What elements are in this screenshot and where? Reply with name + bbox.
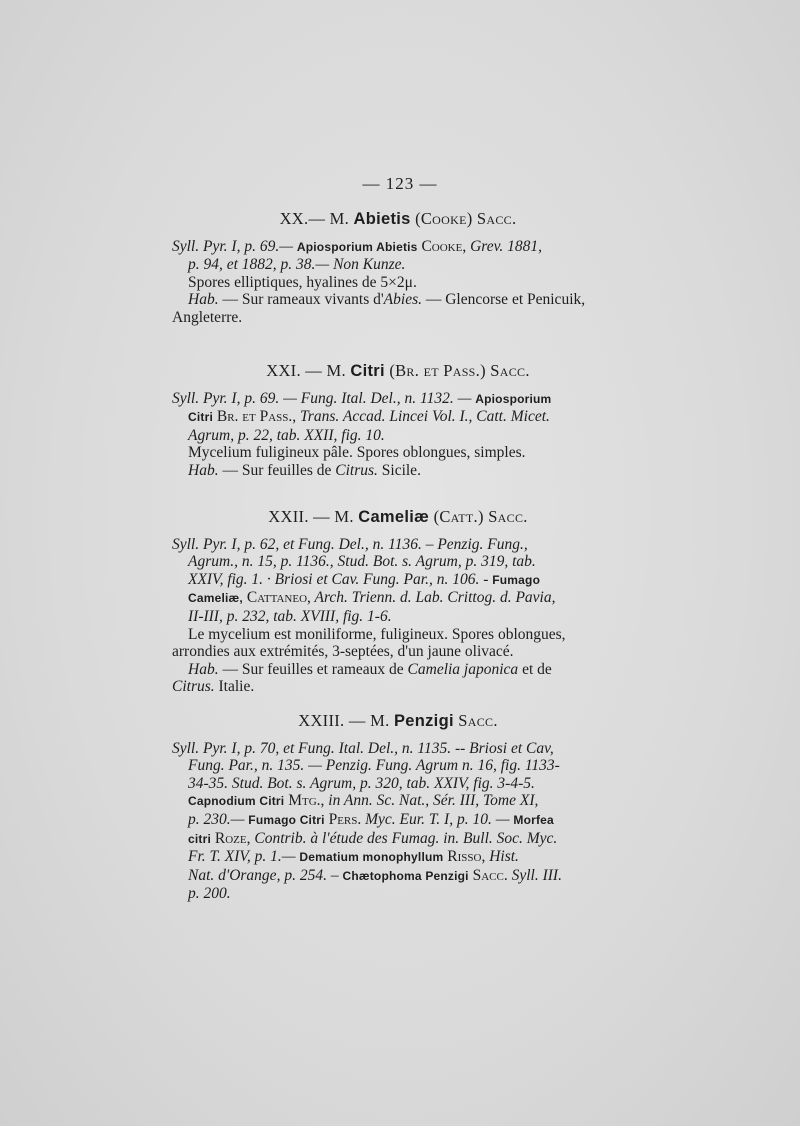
section-xxii-cameliae: XXII. — M. Cameliæ (Catt.) Sacc. Syll. Pyr. I, p. 62, et Fung. Del., n. 1136. – Penzig. Fung., Agrum., n. 15, p. 1136., Stud. Bot. s. Agrum, p. 319, tab. XXIV, fig. 1. · Briosi et Cav. Fung. Par., n. 106. - Fumago Cameliæ, Cattaneo, Arch. Trienn. d. Lab. Crittog. d. Pavia, II-III, p. 232, tab. XVIII, fig. 1-6. Le mycelium est moniliforme, fuligineux. Spores oblongues, arrondies aux extrémités, 3-septées, d'un jaune olivacé. Hab. — Sur feuilles et rameaux de Camelia japonica et de Citrus. Italie.	[172, 508, 624, 696]
species-author: (Cooke) Sacc.	[415, 209, 517, 228]
section-xxi-citri	[172, 362, 624, 480]
section-heading	[172, 210, 624, 229]
species-author: (Br. et Pass.) Sacc.	[389, 361, 530, 380]
species-author: (Catt.) Sacc.	[433, 507, 528, 526]
section-heading	[172, 362, 624, 381]
heading-number: XXI. — M.	[266, 361, 346, 380]
species-name: Penzigi	[393, 712, 454, 730]
habitat: Hab. — Sur feuilles de Citrus. Sicile.	[188, 461, 421, 479]
reference-text: Syll. Pyr. I, p. 69.— Apiosporium Abietis Cooke, Grev. 1881, p. 94, et 1882, p. 38.— Non Kunze.	[172, 237, 542, 274]
description: Spores elliptiques, hyalines de 5×2μ.	[188, 273, 417, 291]
species-name: Cameliæ	[358, 508, 430, 526]
species-name: Abietis	[353, 210, 411, 228]
section-heading	[172, 712, 624, 731]
description: Le mycelium est moniliforme, fuligineux. Spores oblongues,	[188, 625, 566, 643]
heading-number: XXII. — M.	[268, 507, 354, 526]
description: Mycelium fuligineux pâle. Spores oblongues, simples.	[188, 444, 526, 462]
habitat: Hab. — Sur feuilles et rameaux de Camelia japonica et de	[188, 660, 552, 678]
reference-text: Syll. Pyr. I, p. 70, et Fung. Ital. Del., n. 1135. -- Briosi et Cav, Fung. Par., n. 135. — Penzig. Fung. Agrum n. 16, fig. 1133- 34-35. Stud. Bot. s. Agrum, p. 320, tab. XXIV, fig. 3-4-5. Capnodium Citri Mtg., in Ann. Sc. Nat., Sér. III, Tome XI, p. 230.— Fumago Citri Pers. Myc. Eur. T. I, p. 10. — Morfea citri Roze, Contrib. à l'étude des Fumag. in. Bull. Soc. Myc. Fr. T. XIV, p. 1.— Dematium monophyllum Risso, Hist. Nat. d'Orange, p. 254. – Chætophoma Penzigi Sacc. Syll. III. p. 200.	[172, 739, 562, 903]
species-name: Citri	[350, 362, 385, 380]
section-heading	[172, 508, 624, 527]
synonym-name: Fumago	[492, 572, 541, 587]
reference-text: Syll. Pyr. I, p. 62, et Fung. Del., n. 1136. – Penzig. Fung., Agrum., n. 15, p. 1136., Stud. Bot. s. Agrum, p. 319, tab. XXIV, fig. 1. · Briosi et Cav. Fung. Par., n. 106. - Fumago Cameliæ, Cattaneo, Arch. Trienn. d. Lab. Crittog. d. Pavia, II-III, p. 232, tab. XVIII, fig. 1-6.	[172, 535, 556, 625]
habitat: Hab. — Sur rameaux vivants d'Abies. — Glencorse et Penicuik,	[188, 291, 586, 309]
page-number: — 123 —	[362, 174, 438, 193]
synonym-name: Capnodium Citri	[188, 794, 285, 809]
reference-text: Syll. Pyr. I, p. 69. — Fung. Ital. Del., n. 1132. — Apiosporium Citri Br. et Pass., Trans. Accad. Lincei Vol. I., Catt. Micet. Agrum, p. 22, tab. XXII, fig. 10.	[172, 389, 552, 444]
synonym-name: Apiosporium	[475, 391, 552, 406]
heading-number: XXIII. — M.	[298, 711, 390, 730]
section-xx-abietis: XX.— M. Abietis (Cooke) Sacc. Syll. Pyr. I, p. 69.— Apiosporium Abietis Cooke, Grev. 1881, p. 94, et 1882, p. 38.— Non Kunze. Spores elliptiques, hyalines de 5×2μ. Hab. — Sur rameaux vivants d'Abies. — Glencorse et Penicuik, Angleterre.	[172, 210, 624, 327]
section-xxiii-penzigi	[172, 712, 624, 903]
synonym-name: Apiosporium Abietis	[296, 239, 418, 254]
species-author: Sacc.	[458, 711, 498, 730]
heading-number: XX.— M.	[279, 209, 350, 228]
